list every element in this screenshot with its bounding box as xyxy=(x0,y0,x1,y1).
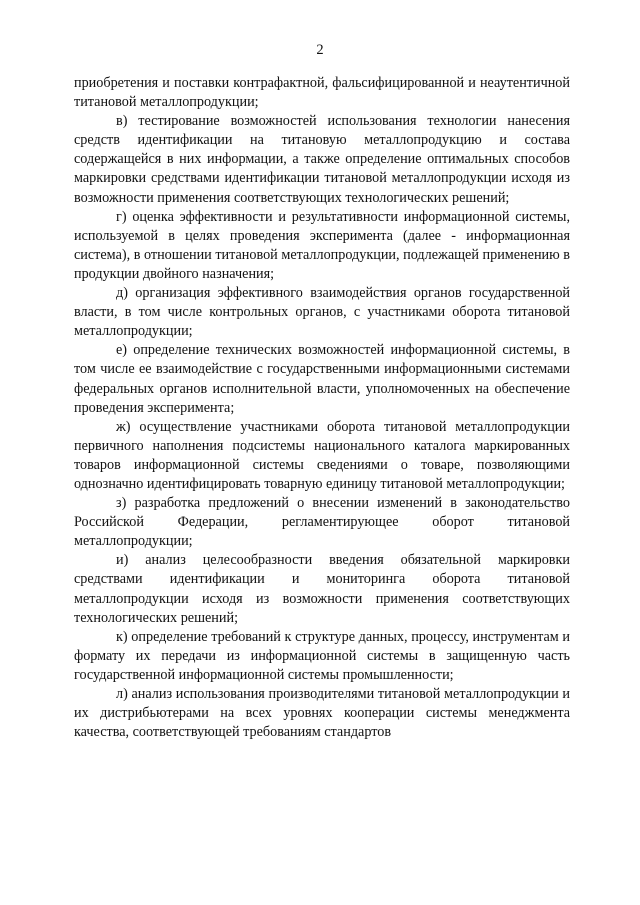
paragraph-item-zh: ж) осуществление участниками оборота титановой металлопродукции первичного наполнения подсистемы национального каталога маркированных товаров информационной системы сведениями о товаре, позволяющими однозначно идентифицировать товарную единицу титановой металлопродукции; xyxy=(74,418,570,492)
paragraph-continuation: приобретения и поставки контрафактной, фальсифицированной и неаутентичной титановой металлопродукции; xyxy=(74,75,570,111)
paragraph-item-g: г) оценка эффективности и результативности информационной системы, используемой в целях проведения эксперимента (далее - информационная система), в отношении титановой металлопродукции, подлежащей применению в продукции двойного назначения; xyxy=(74,208,570,282)
page-number: 2 xyxy=(316,42,324,58)
paragraph-item-z: з) разработка предложений о внесении изменений в законодательство Российской Федерации, регламентирующее оборот титановой металлопродукции; xyxy=(74,495,570,550)
paragraph-item-v: в) тестирование возможностей использования технологии нанесения средств идентификации на титановую металлопродукцию и состава содержащейся в них информации, а также определение оптимальных способов маркировки средствами идентификации титановой металлопродукции исходя из возможности применения соответствующих технологических решений; xyxy=(74,113,570,206)
paragraph-item-k: к) определение требований к структуре данных, процессу, инструментам и формату их передачи из информационной системы в защищенную часть государственной информационной системы промышленности; xyxy=(74,628,570,683)
paragraph-item-d: д) организация эффективного взаимодействия органов государственной власти, в том числе контрольных органов, с участниками оборота титановой металлопродукции; xyxy=(74,285,570,340)
paragraph-item-e: е) определение технических возможностей информационной системы, в том числе ее взаимодействие с государственными информационными системами федеральных органов исполнительной власти, уполномоченных на обеспечение проведения эксперимента; xyxy=(74,342,570,416)
document-body xyxy=(74,74,570,742)
paragraph-item-i: и) анализ целесообразности введения обязательной маркировки средствами идентификации и мониторинга оборота титановой металлопродукции исходя из возможности применения соответствующих технологических решений; xyxy=(74,552,570,626)
paragraph-item-l: л) анализ использования производителями титановой металлопродукции и их дистрибьютерами на всех уровнях кооперации системы менеджмента качества, соответствующей требованиям стандартов xyxy=(74,686,570,741)
